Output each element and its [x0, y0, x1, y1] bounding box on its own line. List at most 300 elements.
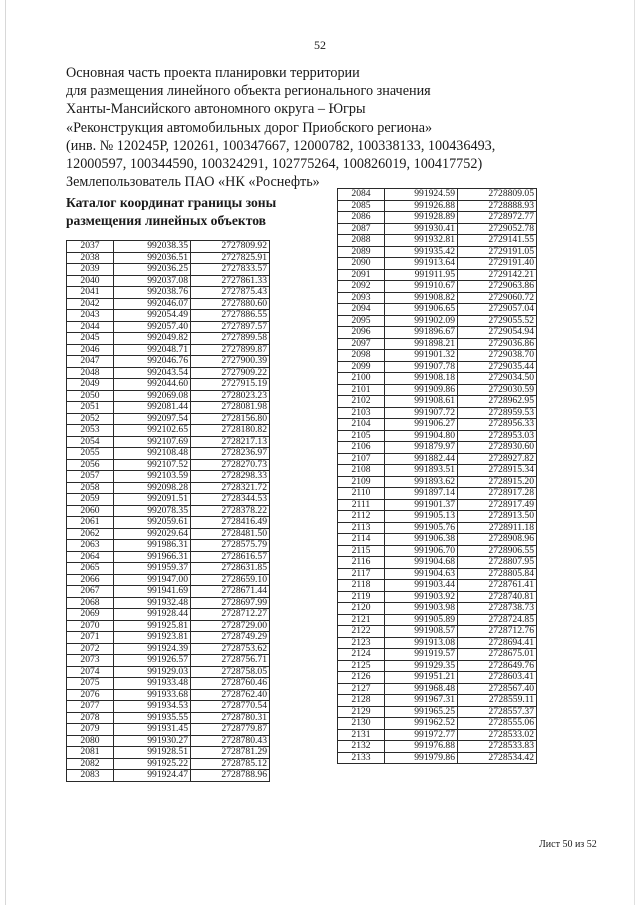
table-row: [338, 246, 537, 258]
x-coordinate-cell: 991965.25: [385, 706, 458, 718]
table-row: [338, 442, 537, 454]
table-row: [338, 637, 537, 649]
y-coordinate-cell: 2728481.50: [191, 528, 270, 540]
y-coordinate-cell: 2728659.10: [191, 574, 270, 586]
x-coordinate-cell: 991986.31: [114, 540, 191, 552]
table-row: [67, 356, 270, 368]
table-row: [67, 321, 270, 333]
x-coordinate-cell: 991913.08: [385, 637, 458, 649]
x-coordinate-cell: 991925.22: [114, 758, 191, 770]
x-coordinate-cell: 991901.37: [385, 499, 458, 511]
point-number-cell: 2099: [338, 361, 385, 373]
point-number-cell: 2072: [67, 643, 114, 655]
point-number-cell: 2097: [338, 338, 385, 350]
point-number-cell: 2125: [338, 660, 385, 672]
table-row: [67, 747, 270, 759]
x-coordinate-cell: 991933.48: [114, 678, 191, 690]
y-coordinate-cell: 2728694.41: [458, 637, 537, 649]
y-coordinate-cell: 2728671.44: [191, 586, 270, 598]
table-row: [67, 275, 270, 287]
x-coordinate-cell: 992036.51: [114, 252, 191, 264]
table-row: [338, 603, 537, 615]
x-coordinate-cell: 991893.51: [385, 465, 458, 477]
y-coordinate-cell: 2728927.82: [458, 453, 537, 465]
point-number-cell: 2046: [67, 344, 114, 356]
point-number-cell: 2106: [338, 442, 385, 454]
table-row: [67, 344, 270, 356]
point-number-cell: 2068: [67, 597, 114, 609]
x-coordinate-cell: 992044.60: [114, 379, 191, 391]
x-coordinate-cell: 992046.07: [114, 298, 191, 310]
point-number-cell: 2112: [338, 511, 385, 523]
point-number-cell: 2047: [67, 356, 114, 368]
table-row: [338, 729, 537, 741]
table-row: [67, 551, 270, 563]
sheet-label: Лист 50 из 52: [539, 839, 597, 850]
point-number-cell: 2095: [338, 315, 385, 327]
x-coordinate-cell: 991925.81: [114, 620, 191, 632]
y-coordinate-cell: 2729036.86: [458, 338, 537, 350]
x-coordinate-cell: 991941.69: [114, 586, 191, 598]
x-coordinate-cell: 991919.57: [385, 649, 458, 661]
point-number-cell: 2060: [67, 505, 114, 517]
table-row: [338, 741, 537, 753]
x-coordinate-cell: 991923.81: [114, 632, 191, 644]
x-coordinate-cell: 992102.65: [114, 425, 191, 437]
table-row: [67, 666, 270, 678]
x-coordinate-cell: 991932.81: [385, 235, 458, 247]
y-coordinate-cell: 2728780.31: [191, 712, 270, 724]
x-coordinate-cell: 991966.31: [114, 551, 191, 563]
point-number-cell: 2117: [338, 568, 385, 580]
x-coordinate-cell: 991905.13: [385, 511, 458, 523]
x-coordinate-cell: 992049.82: [114, 333, 191, 345]
x-coordinate-cell: 992046.76: [114, 356, 191, 368]
x-coordinate-cell: 992078.35: [114, 505, 191, 517]
point-number-cell: 2045: [67, 333, 114, 345]
y-coordinate-cell: 2728915.34: [458, 465, 537, 477]
table-row: [67, 241, 270, 253]
x-coordinate-cell: 991967.31: [385, 695, 458, 707]
x-coordinate-cell: 991928.51: [114, 747, 191, 759]
y-coordinate-cell: 2728081.98: [191, 402, 270, 414]
table-row: [338, 557, 537, 569]
x-coordinate-cell: 991934.53: [114, 701, 191, 713]
table-row: [67, 448, 270, 460]
x-coordinate-cell: 991906.65: [385, 304, 458, 316]
y-coordinate-cell: 2727880.60: [191, 298, 270, 310]
table-row: [67, 770, 270, 782]
y-coordinate-cell: 2728555.06: [458, 718, 537, 730]
point-number-cell: 2067: [67, 586, 114, 598]
x-coordinate-cell: 991909.86: [385, 384, 458, 396]
x-coordinate-cell: 991930.41: [385, 223, 458, 235]
x-coordinate-cell: 992029.64: [114, 528, 191, 540]
y-coordinate-cell: 2729035.44: [458, 361, 537, 373]
x-coordinate-cell: 991926.88: [385, 200, 458, 212]
point-number-cell: 2055: [67, 448, 114, 460]
y-coordinate-cell: 2728760.46: [191, 678, 270, 690]
x-coordinate-cell: 992057.40: [114, 321, 191, 333]
x-coordinate-cell: 991906.38: [385, 534, 458, 546]
point-number-cell: 2081: [67, 747, 114, 759]
y-coordinate-cell: 2729054.94: [458, 327, 537, 339]
y-coordinate-cell: 2728603.41: [458, 672, 537, 684]
y-coordinate-cell: 2727886.55: [191, 310, 270, 322]
point-number-cell: 2085: [338, 200, 385, 212]
point-number-cell: 2129: [338, 706, 385, 718]
x-coordinate-cell: 991897.14: [385, 488, 458, 500]
table-row: [67, 402, 270, 414]
x-coordinate-cell: 992043.54: [114, 367, 191, 379]
point-number-cell: 2079: [67, 724, 114, 736]
page-number: 52: [314, 38, 326, 52]
table-row: [67, 264, 270, 276]
y-coordinate-cell: 2728756.71: [191, 655, 270, 667]
point-number-cell: 2077: [67, 701, 114, 713]
point-number-cell: 2061: [67, 517, 114, 529]
x-coordinate-cell: 992098.28: [114, 482, 191, 494]
x-coordinate-cell: 991905.89: [385, 614, 458, 626]
table-row: [338, 384, 537, 396]
x-coordinate-cell: 991904.80: [385, 430, 458, 442]
table-row: [67, 471, 270, 483]
table-row: [67, 425, 270, 437]
point-number-cell: 2076: [67, 689, 114, 701]
table-row: [338, 453, 537, 465]
point-number-cell: 2082: [67, 758, 114, 770]
y-coordinate-cell: 2728575.79: [191, 540, 270, 552]
table-row: [338, 511, 537, 523]
catalog-title: Каталог координат границы зоны размещения линейных объектов: [66, 195, 277, 228]
table-row: [338, 269, 537, 281]
table-row: [338, 304, 537, 316]
point-number-cell: 2098: [338, 350, 385, 362]
y-coordinate-cell: 2728911.18: [458, 522, 537, 534]
table-row: [338, 660, 537, 672]
point-number-cell: 2132: [338, 741, 385, 753]
table-row: [67, 517, 270, 529]
y-coordinate-cell: 2729057.04: [458, 304, 537, 316]
table-row: [67, 252, 270, 264]
header-line: «Реконструкция автомобильных дорог Приобского региона»: [66, 119, 433, 136]
table-row: [67, 609, 270, 621]
table-row: [67, 712, 270, 724]
y-coordinate-cell: 2729191.05: [458, 246, 537, 258]
y-coordinate-cell: 2728779.87: [191, 724, 270, 736]
point-number-cell: 2123: [338, 637, 385, 649]
point-number-cell: 2093: [338, 292, 385, 304]
y-coordinate-cell: 2727809.92: [191, 241, 270, 253]
table-row: [338, 350, 537, 362]
table-row: [67, 333, 270, 345]
y-coordinate-cell: 2729038.70: [458, 350, 537, 362]
table-row: [338, 419, 537, 431]
table-row: [338, 672, 537, 684]
point-number-cell: 2113: [338, 522, 385, 534]
x-coordinate-cell: 991976.88: [385, 741, 458, 753]
point-number-cell: 2053: [67, 425, 114, 437]
point-number-cell: 2114: [338, 534, 385, 546]
x-coordinate-cell: 991902.09: [385, 315, 458, 327]
x-coordinate-cell: 991926.57: [114, 655, 191, 667]
x-coordinate-cell: 991908.61: [385, 396, 458, 408]
y-coordinate-cell: 2728972.77: [458, 212, 537, 224]
x-coordinate-cell: 991903.98: [385, 603, 458, 615]
y-coordinate-cell: 2728156.80: [191, 413, 270, 425]
x-coordinate-cell: 991910.67: [385, 281, 458, 293]
x-coordinate-cell: 991904.63: [385, 568, 458, 580]
table-row: [67, 505, 270, 517]
x-coordinate-cell: 991931.45: [114, 724, 191, 736]
y-coordinate-cell: 2728749.29: [191, 632, 270, 644]
point-number-cell: 2049: [67, 379, 114, 391]
point-number-cell: 2039: [67, 264, 114, 276]
x-coordinate-cell: 992054.49: [114, 310, 191, 322]
table-row: [338, 189, 537, 201]
point-number-cell: 2058: [67, 482, 114, 494]
point-number-cell: 2063: [67, 540, 114, 552]
y-coordinate-cell: 2728962.95: [458, 396, 537, 408]
point-number-cell: 2115: [338, 545, 385, 557]
point-number-cell: 2052: [67, 413, 114, 425]
table-row: [338, 200, 537, 212]
y-coordinate-cell: 2727825.91: [191, 252, 270, 264]
table-row: [338, 235, 537, 247]
table-row: [67, 574, 270, 586]
x-coordinate-cell: 992036.25: [114, 264, 191, 276]
table-row: [338, 212, 537, 224]
y-coordinate-cell: 2727900.39: [191, 356, 270, 368]
point-number-cell: 2119: [338, 591, 385, 603]
table-row: [338, 373, 537, 385]
y-coordinate-cell: 2728930.60: [458, 442, 537, 454]
y-coordinate-cell: 2728785.12: [191, 758, 270, 770]
x-coordinate-cell: 992091.51: [114, 494, 191, 506]
y-coordinate-cell: 2728712.76: [458, 626, 537, 638]
table-row: [67, 597, 270, 609]
coordinates-table-right: [337, 188, 537, 764]
point-number-cell: 2075: [67, 678, 114, 690]
x-coordinate-cell: 991924.39: [114, 643, 191, 655]
point-number-cell: 2084: [338, 189, 385, 201]
x-coordinate-cell: 991928.44: [114, 609, 191, 621]
y-coordinate-cell: 2728180.82: [191, 425, 270, 437]
y-coordinate-cell: 2728758.05: [191, 666, 270, 678]
coordinates-table-left: [66, 240, 270, 782]
y-coordinate-cell: 2729034.50: [458, 373, 537, 385]
y-coordinate-cell: 2729142.21: [458, 269, 537, 281]
y-coordinate-cell: 2728906.55: [458, 545, 537, 557]
point-number-cell: 2070: [67, 620, 114, 632]
header-line: Ханты-Мансийского автономного округа – Югры: [66, 101, 366, 118]
x-coordinate-cell: 991896.67: [385, 327, 458, 339]
table-row: [338, 591, 537, 603]
x-coordinate-cell: 991968.48: [385, 683, 458, 695]
y-coordinate-cell: 2728344.53: [191, 494, 270, 506]
table-row: [338, 499, 537, 511]
y-coordinate-cell: 2728616.57: [191, 551, 270, 563]
point-number-cell: 2101: [338, 384, 385, 396]
point-number-cell: 2110: [338, 488, 385, 500]
y-coordinate-cell: 2728959.53: [458, 407, 537, 419]
x-coordinate-cell: 991903.44: [385, 580, 458, 592]
y-coordinate-cell: 2728753.62: [191, 643, 270, 655]
y-coordinate-cell: 2728917.28: [458, 488, 537, 500]
x-coordinate-cell: 991906.70: [385, 545, 458, 557]
point-number-cell: 2062: [67, 528, 114, 540]
table-row: [67, 528, 270, 540]
y-coordinate-cell: 2728217.13: [191, 436, 270, 448]
y-coordinate-cell: 2728378.22: [191, 505, 270, 517]
point-number-cell: 2078: [67, 712, 114, 724]
x-coordinate-cell: 991962.52: [385, 718, 458, 730]
table-row: [338, 315, 537, 327]
y-coordinate-cell: 2728953.03: [458, 430, 537, 442]
point-number-cell: 2127: [338, 683, 385, 695]
point-number-cell: 2109: [338, 476, 385, 488]
x-coordinate-cell: 991979.86: [385, 752, 458, 764]
table-row: [338, 430, 537, 442]
table-row: [67, 540, 270, 552]
point-number-cell: 2080: [67, 735, 114, 747]
y-coordinate-cell: 2728712.27: [191, 609, 270, 621]
point-number-cell: 2121: [338, 614, 385, 626]
point-number-cell: 2044: [67, 321, 114, 333]
table-row: [67, 390, 270, 402]
table-row: [338, 718, 537, 730]
table-row: [338, 568, 537, 580]
table-row: [67, 287, 270, 299]
x-coordinate-cell: 991893.62: [385, 476, 458, 488]
point-number-cell: 2108: [338, 465, 385, 477]
table-row: [67, 735, 270, 747]
y-coordinate-cell: 2727915.19: [191, 379, 270, 391]
y-coordinate-cell: 2728533.83: [458, 741, 537, 753]
point-number-cell: 2065: [67, 563, 114, 575]
table-row: [338, 476, 537, 488]
x-coordinate-cell: 991905.76: [385, 522, 458, 534]
y-coordinate-cell: 2728533.02: [458, 729, 537, 741]
header-line: 12000597, 100344590, 100324291, 102775264, 100826019, 100417752): [66, 156, 483, 173]
y-coordinate-cell: 2728913.50: [458, 511, 537, 523]
point-number-cell: 2118: [338, 580, 385, 592]
x-coordinate-cell: 992038.76: [114, 287, 191, 299]
y-coordinate-cell: 2728762.40: [191, 689, 270, 701]
x-coordinate-cell: 991947.00: [114, 574, 191, 586]
x-coordinate-cell: 992069.08: [114, 390, 191, 402]
x-coordinate-cell: 991928.89: [385, 212, 458, 224]
point-number-cell: 2043: [67, 310, 114, 322]
y-coordinate-cell: 2729191.40: [458, 258, 537, 270]
table-row: [67, 701, 270, 713]
point-number-cell: 2050: [67, 390, 114, 402]
table-row: [67, 632, 270, 644]
point-number-cell: 2071: [67, 632, 114, 644]
y-coordinate-cell: 2728888.93: [458, 200, 537, 212]
scan-edge-left: [5, 0, 6, 905]
table-row: [67, 436, 270, 448]
point-number-cell: 2105: [338, 430, 385, 442]
y-coordinate-cell: 2728675.01: [458, 649, 537, 661]
table-row: [338, 649, 537, 661]
table-row: [67, 689, 270, 701]
point-number-cell: 2038: [67, 252, 114, 264]
x-coordinate-cell: 991929.35: [385, 660, 458, 672]
y-coordinate-cell: 2729030.59: [458, 384, 537, 396]
table-row: [67, 724, 270, 736]
y-coordinate-cell: 2727833.57: [191, 264, 270, 276]
point-number-cell: 2066: [67, 574, 114, 586]
header-line: Основная часть проекта планировки территории: [66, 65, 360, 81]
x-coordinate-cell: 992059.61: [114, 517, 191, 529]
point-number-cell: 2088: [338, 235, 385, 247]
x-coordinate-cell: 992108.48: [114, 448, 191, 460]
y-coordinate-cell: 2728805.84: [458, 568, 537, 580]
table-row: [338, 683, 537, 695]
x-coordinate-cell: 991959.37: [114, 563, 191, 575]
x-coordinate-cell: 991908.57: [385, 626, 458, 638]
table-row: [338, 488, 537, 500]
x-coordinate-cell: 992107.52: [114, 459, 191, 471]
point-number-cell: 2051: [67, 402, 114, 414]
document-header: [66, 64, 566, 191]
x-coordinate-cell: 991972.77: [385, 729, 458, 741]
y-coordinate-cell: 2728557.37: [458, 706, 537, 718]
table-row: [338, 626, 537, 638]
y-coordinate-cell: 2728631.85: [191, 563, 270, 575]
scan-edge-right: [634, 0, 635, 905]
table-row: [67, 643, 270, 655]
point-number-cell: 2124: [338, 649, 385, 661]
y-coordinate-cell: 2729063.86: [458, 281, 537, 293]
table-row: [67, 678, 270, 690]
point-number-cell: 2091: [338, 269, 385, 281]
point-number-cell: 2056: [67, 459, 114, 471]
y-coordinate-cell: 2728915.20: [458, 476, 537, 488]
y-coordinate-cell: 2728416.49: [191, 517, 270, 529]
point-number-cell: 2120: [338, 603, 385, 615]
point-number-cell: 2057: [67, 471, 114, 483]
x-coordinate-cell: 992048.71: [114, 344, 191, 356]
table-row: [67, 482, 270, 494]
table-row: [338, 407, 537, 419]
y-coordinate-cell: 2728807.95: [458, 557, 537, 569]
y-coordinate-cell: 2727861.33: [191, 275, 270, 287]
x-coordinate-cell: 991903.92: [385, 591, 458, 603]
table-row: [338, 361, 537, 373]
x-coordinate-cell: 991904.68: [385, 557, 458, 569]
y-coordinate-cell: 2728697.99: [191, 597, 270, 609]
x-coordinate-cell: 991907.78: [385, 361, 458, 373]
y-coordinate-cell: 2728781.29: [191, 747, 270, 759]
x-coordinate-cell: 991908.18: [385, 373, 458, 385]
table-row: [338, 752, 537, 764]
point-number-cell: 2040: [67, 275, 114, 287]
point-number-cell: 2048: [67, 367, 114, 379]
table-row: [67, 379, 270, 391]
point-number-cell: 2059: [67, 494, 114, 506]
table-row: [338, 534, 537, 546]
x-coordinate-cell: 991879.97: [385, 442, 458, 454]
x-coordinate-cell: 991924.59: [385, 189, 458, 201]
y-coordinate-cell: 2728567.40: [458, 683, 537, 695]
y-coordinate-cell: 2729141.55: [458, 235, 537, 247]
table-row: [338, 695, 537, 707]
x-coordinate-cell: 991882.44: [385, 453, 458, 465]
table-row: [67, 310, 270, 322]
y-coordinate-cell: 2728917.49: [458, 499, 537, 511]
